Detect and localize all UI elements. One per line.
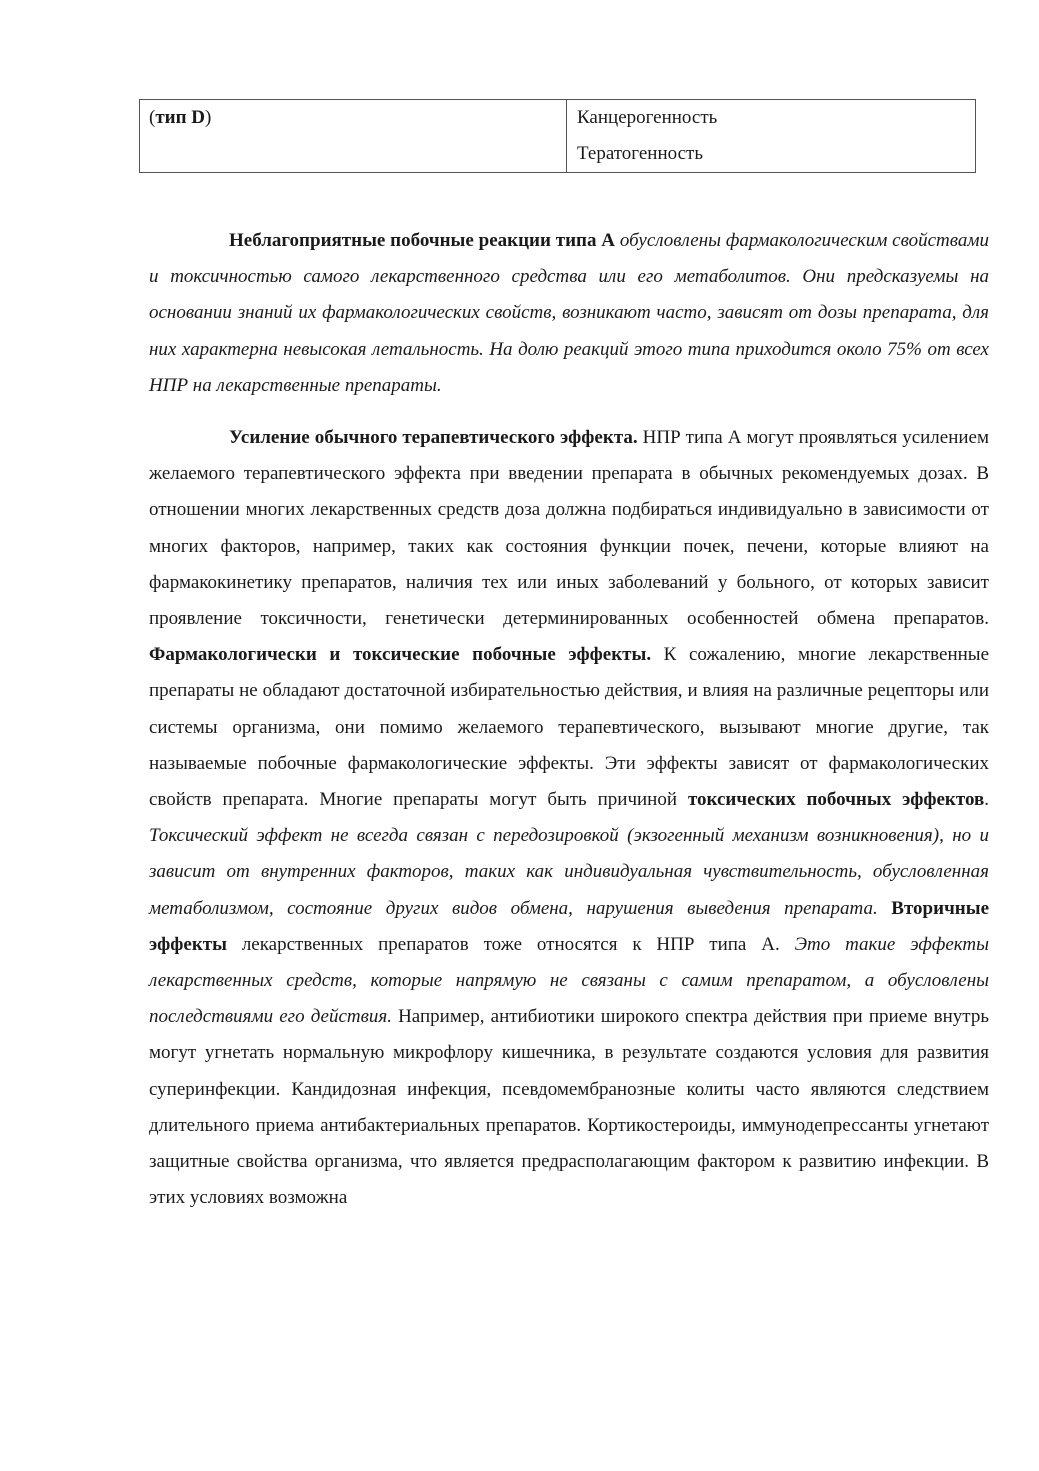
classification-table (139, 99, 976, 173)
paragraph-text: НПР типа А могут проявляться усилением желаемого терапевтического эффекта при введении препарата в обычных рекомендуемых дозах. В отношении многих лекарственных средств доза должна подбираться индивидуально в зависимости от многих факторов, например, таких как состояния функции почек, печени, которые влияют на фармакокинетику препаратов, наличия тех или иных заболеваний у больного, от которых зависит проявление токсичности, генетически детерминированных особенностей обмена препаратов. (149, 427, 989, 630)
paragraph-text: К сожалению, многие лекарственные препараты не обладают достаточной избирательностью действия, и влияя на различные рецепторы или системы организма, они помимо желаемого терапевтического, вызывают многие другие, так называемые побочные фармакологические эффекты. Эти эффекты зависят от фармакологических свойств препарата. Многие препараты могут быть причиной (149, 644, 989, 811)
paragraph-italic-text: обусловлены фармакологическим свойствами и токсичностью самого лекарственного средства или его метаболитов. Они предсказуемы на основании знаний их фармакологических свойств, возникают часто, зависят от дозы препарата, для них характерна невысокая летальность. На долю реакций этого типа приходится около 75% от всех НПР на лекарственные препараты. (149, 230, 989, 396)
term-secondary-effects: Вторичные эффекты (149, 897, 989, 955)
table-cell-effects (567, 100, 976, 173)
paragraph-text: лекарственных препаратов тоже относятся к НПР типа А. (226, 933, 795, 955)
paragraph-type-a (149, 223, 989, 404)
effect-item: Тератогенность (577, 143, 703, 164)
term-enhanced-effect: Усиление обычного терапевтического эффекта. (229, 427, 638, 448)
paragraph-therapeutic-effect (149, 420, 989, 1216)
table-cell-type (140, 100, 567, 173)
table-row (140, 100, 976, 173)
paragraph-lead: Неблагоприятные побочные реакции типа А (229, 230, 616, 251)
paragraph-text: . (984, 789, 989, 811)
paragraph-italic-text: Токсический эффект не всегда связан с передозировкой (экзогенный механизм возникновения), но и зависит от внутренних факторов, таких как индивидуальная чувствительность, обусловленная метаболизмом, состояние других видов обмена, нарушения выведения препарата. (149, 825, 989, 919)
paragraph-italic-text: Это такие эффекты лекарственных средств, которые напрямую не связаны с самим препаратом, а обусловлены последствиями его действия. (149, 933, 989, 1028)
term-pharmacological-effects: Фармакологически и токсические побочные эффекты. (149, 644, 652, 666)
paragraph-text: Например, антибиотики широкого спектра действия при приеме внутрь могут угнетать нормальную микрофлору кишечника, в результате создаются условия для развития суперинфекции. Кандидозная инфекция, псевдомембранозные колиты часто являются следствием длительного приема антибактериальных препаратов. Кортикостероиды, иммунодепрессанты угнетают защитные свойства организма, что является предрасполагающим фактором к развитию инфекции. В этих условиях возможна (149, 1006, 990, 1209)
paragraph-text (878, 898, 892, 919)
term-toxic-effects: токсических побочных эффектов (687, 789, 985, 811)
effect-item: Канцерогенность (577, 107, 718, 128)
type-label: (тип D) (149, 107, 212, 128)
